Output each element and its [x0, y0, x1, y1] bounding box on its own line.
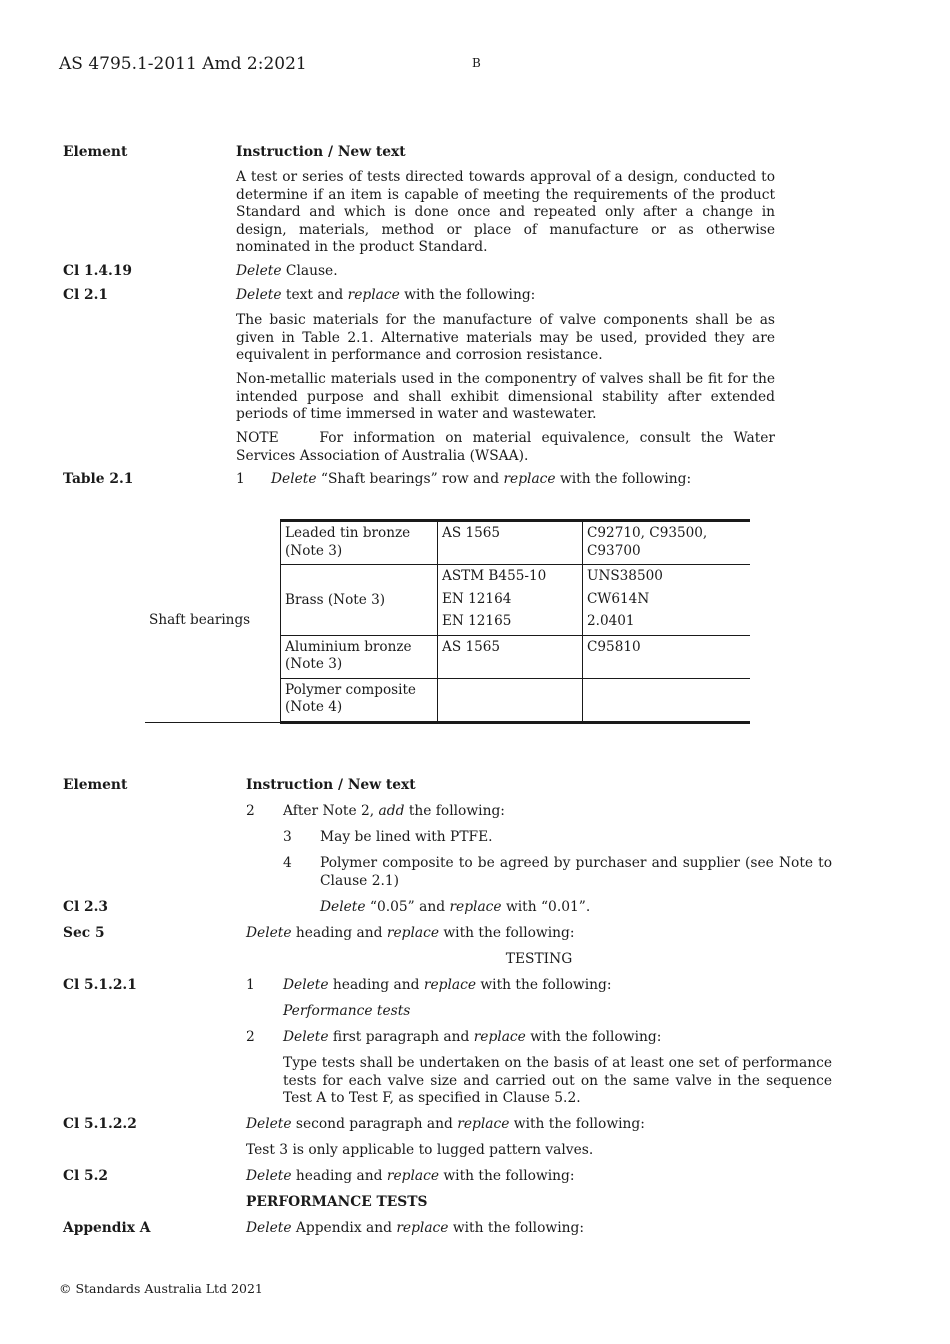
instruction-cl-5-2: Delete heading and replace with the following: — [246, 1168, 575, 1184]
standard-cell: EN 12164 — [438, 588, 583, 611]
item-number: 1 — [236, 471, 245, 487]
section-heading-testing: TESTING — [505, 951, 573, 967]
type-test-definition: A test or series of tests directed towards approval of a design, conducted to determine if an item is capable of meeting the requirements of the product Standard and which is done once and repeated only after a change in design, materials, method or place of manufacture or as otherwise nominated in the product Standard. — [236, 169, 775, 256]
instruction-cl-2-3: Delete “0.05” and replace with “0.01”. — [320, 899, 591, 915]
grade-cell: C92710, C93500, C93700 — [583, 521, 751, 565]
item-number: 1 — [246, 977, 255, 993]
note-label: NOTE — [236, 430, 279, 446]
table-row — [145, 521, 750, 565]
note-number: 3 — [283, 829, 292, 845]
cl-2-1-note: NOTE For information on material equivalence, consult the Water Services Association of Australia (WSAA). — [236, 430, 775, 464]
cl-2-1-paragraph-2: Non-metallic materials used in the componentry of valves shall be fit for the intended purpose and shall exhibit dimensional stability after extended periods of time immersed in water and wastewater. — [236, 371, 775, 423]
standard-cell: ASTM B455-10 — [438, 565, 583, 588]
element-cl-5-1-2-1: Cl 5.1.2.1 — [63, 977, 137, 993]
element-sec-5: Sec 5 — [63, 925, 105, 941]
column-header-instruction: Instruction / New text — [236, 144, 406, 160]
standard-cell: AS 1565 — [438, 521, 583, 565]
note-number: 4 — [283, 855, 292, 871]
instruction-cl-2-1: Delete text and replace with the following: — [236, 287, 536, 303]
material-cell: Polymer composite (Note 4) — [281, 678, 438, 722]
instruction-appendix-a: Delete Appendix and replace with the following: — [246, 1220, 584, 1236]
heading-performance-tests-caps: PERFORMANCE TESTS — [246, 1194, 428, 1210]
lugged-pattern-text: Test 3 is only applicable to lugged pattern valves. — [246, 1142, 594, 1158]
heading-performance-tests: Performance tests — [283, 1003, 411, 1019]
column-header-instruction: Instruction / New text — [246, 777, 416, 793]
element-cl-5-2: Cl 5.2 — [63, 1168, 109, 1184]
instruction-cl-1-4-19: Delete Clause. — [236, 263, 338, 279]
material-cell: Brass (Note 3) — [281, 565, 438, 636]
material-cell: Aluminium bronze (Note 3) — [281, 635, 438, 678]
material-cell: Leaded tin bronze (Note 3) — [281, 521, 438, 565]
grade-cell — [583, 678, 751, 722]
grade-cell: C95810 — [583, 635, 751, 678]
element-cl-1-4-19: Cl 1.4.19 — [63, 263, 133, 279]
column-header-element: Element — [63, 144, 128, 160]
standard-cell: EN 12165 — [438, 610, 583, 635]
instruction-table-2-1: Delete “Shaft bearings” row and replace with the following: — [271, 471, 692, 487]
instruction-cl-5-1-2-1-item-2: Delete first paragraph and replace with the following: — [283, 1029, 662, 1045]
type-tests-paragraph: Type tests shall be undertaken on the basis of at least one set of performance tests for each valve size and carried out on the same valve in the sequence Test A to Test F, as specified in Clause 5.2. — [283, 1055, 832, 1107]
instruction-sec-5: Delete heading and replace with the following: — [246, 925, 575, 941]
grade-cell: 2.0401 — [583, 610, 751, 635]
element-cl-2-3: Cl 2.3 — [63, 899, 109, 915]
element-table-2-1: Table 2.1 — [63, 471, 134, 487]
copyright-footer: © Standards Australia Ltd 2021 — [59, 1281, 263, 1296]
instruction-cl-5-1-2-1-item-1: Delete heading and replace with the following: — [283, 977, 612, 993]
element-appendix-a: Appendix A — [63, 1220, 151, 1236]
document-identifier: AS 4795.1-2011 Amd 2:2021 — [59, 54, 307, 74]
note-4-text: Polymer composite to be agreed by purchaser and supplier (see Note to Clause 2.1) — [320, 855, 832, 889]
instruction-note-2: After Note 2, add the following: — [283, 803, 505, 819]
instruction-cl-5-1-2-2: Delete second paragraph and replace with the following: — [246, 1116, 645, 1132]
grade-cell: CW614N — [583, 588, 751, 611]
note-3-text: May be lined with PTFE. — [320, 829, 493, 845]
standard-cell — [438, 678, 583, 722]
element-cl-5-1-2-2: Cl 5.1.2.2 — [63, 1116, 137, 1132]
column-header-element: Element — [63, 777, 128, 793]
standard-cell: AS 1565 — [438, 635, 583, 678]
item-number: 2 — [246, 1029, 255, 1045]
item-number: 2 — [246, 803, 255, 819]
page-number: B — [472, 56, 481, 70]
element-cl-2-1: Cl 2.1 — [63, 287, 109, 303]
grade-cell: UNS38500 — [583, 565, 751, 588]
component-cell: Shaft bearings — [145, 521, 281, 723]
shaft-bearings-table — [145, 519, 750, 724]
cl-2-1-paragraph-1: The basic materials for the manufacture of valve components shall be as given in Table 2.1. Alternative materials may be used, provided they are equivalent in performance and corrosion resistance. — [236, 312, 775, 364]
